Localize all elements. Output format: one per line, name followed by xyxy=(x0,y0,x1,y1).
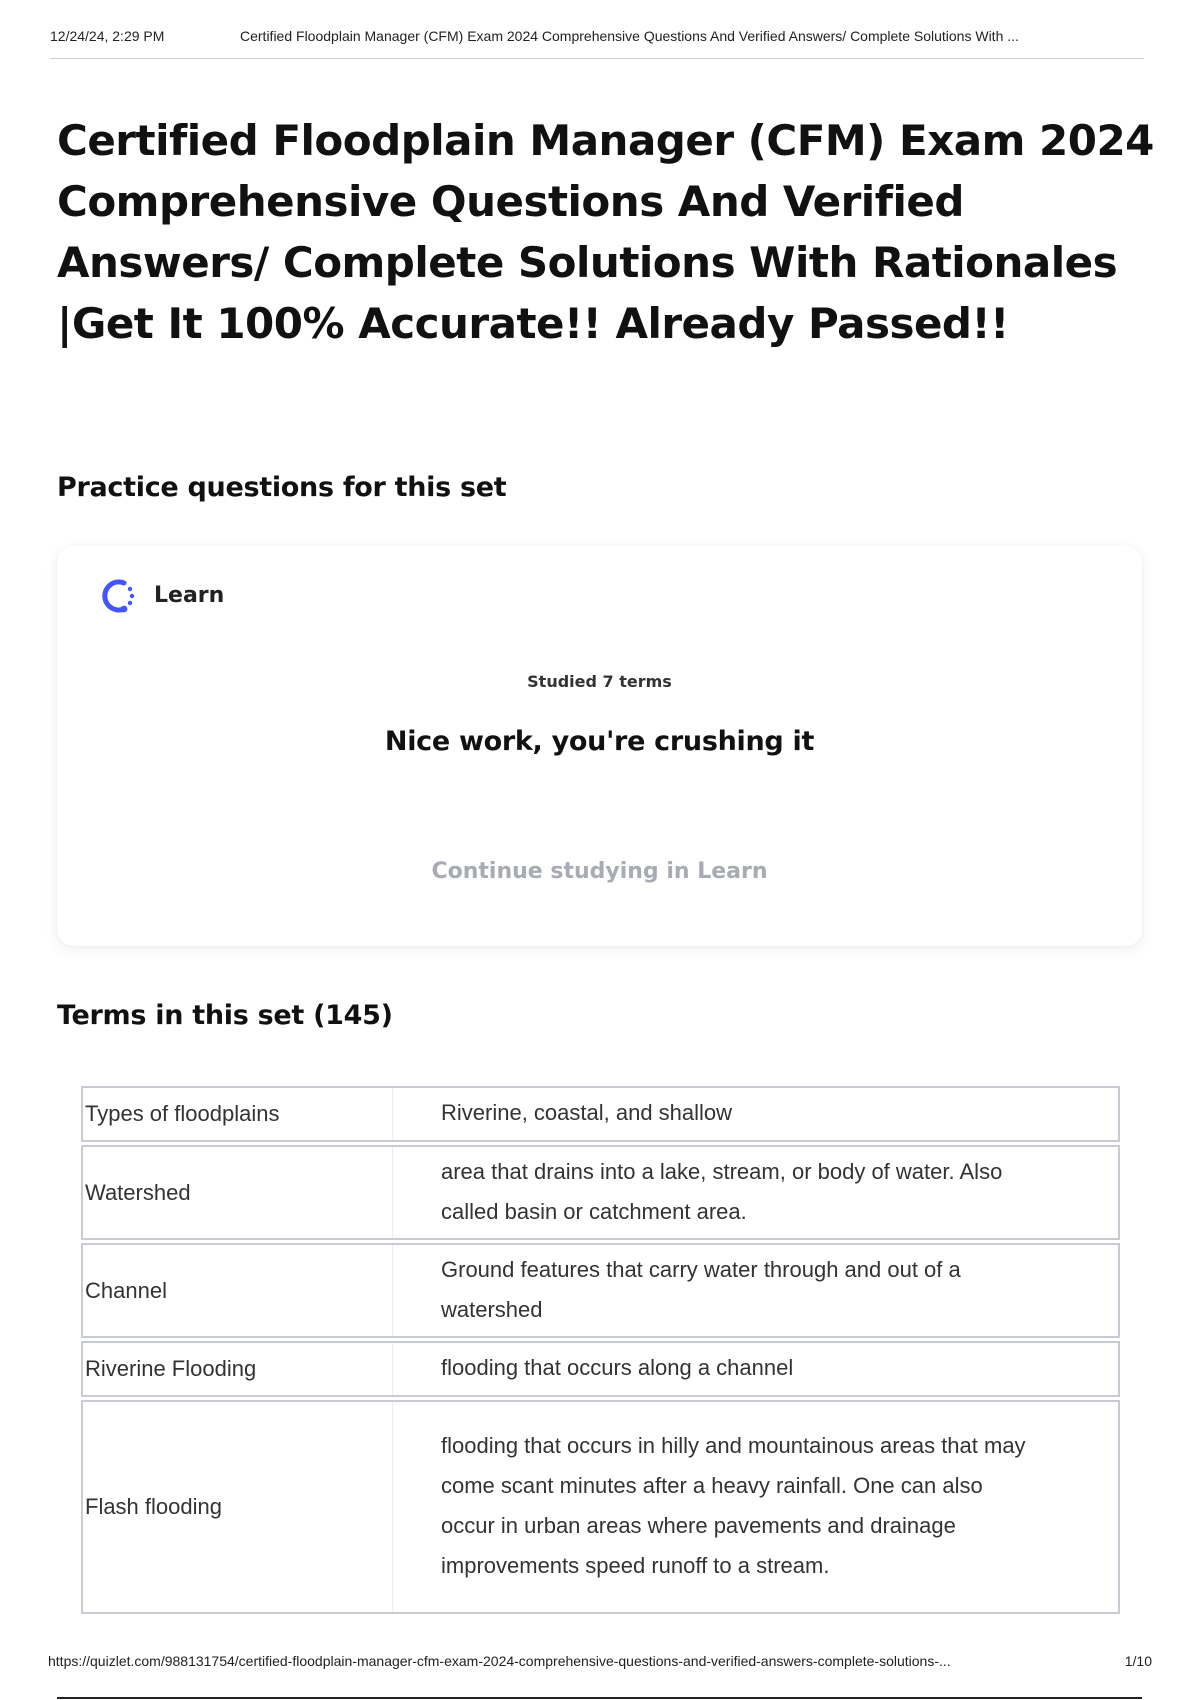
page-url: https://quizlet.com/988131754/certified-floodplain-manager-cfm-exam-2024-comprehensive-questions-and-verified-answers-complete-solutions-... xyxy=(48,1653,951,1669)
table-row xyxy=(81,1086,1120,1142)
print-footer xyxy=(48,1653,1152,1669)
term-cell: Riverine Flooding xyxy=(83,1343,393,1395)
term-cell: Flash flooding xyxy=(83,1402,393,1612)
print-page-title: Certified Floodplain Manager (CFM) Exam 2024 Comprehensive Questions And Verified Answers/ Complete Solutions With ... xyxy=(240,28,1019,44)
terms-heading: Terms in this set (145) xyxy=(57,1000,393,1031)
learn-label: Learn xyxy=(154,583,225,608)
term-cell: Types of floodplains xyxy=(83,1088,393,1140)
definition-cell: flooding that occurs along a channel xyxy=(441,1355,794,1380)
table-row xyxy=(81,1243,1120,1338)
table-row xyxy=(81,1341,1120,1397)
studied-count: Studied 7 terms xyxy=(527,672,672,691)
continue-learn-button[interactable]: Continue studying in Learn xyxy=(431,859,768,884)
learn-progress-icon xyxy=(97,576,137,616)
table-row xyxy=(81,1145,1120,1240)
practice-heading: Practice questions for this set xyxy=(57,472,507,503)
terms-table xyxy=(81,1086,1120,1617)
page-number: 1/10 xyxy=(1124,1653,1152,1669)
print-header xyxy=(50,28,1144,59)
term-cell: Channel xyxy=(83,1245,393,1336)
learn-card xyxy=(57,546,1142,946)
praise-message: Nice work, you're crushing it xyxy=(384,726,815,757)
term-cell: Watershed xyxy=(83,1147,393,1238)
definition-cell: flooding that occurs in hilly and mountainous areas that may come scant minutes after a heavy rainfall. One can also occur in urban areas where pavements and drainage improvements speed runoff to a stream. xyxy=(441,1433,1026,1578)
print-date: 12/24/24, 2:29 PM xyxy=(50,28,165,44)
footer-divider xyxy=(57,1697,1142,1699)
definition-cell: Ground features that carry water through and out of a watershed xyxy=(441,1256,961,1322)
table-row xyxy=(81,1400,1120,1614)
definition-cell: Riverine, coastal, and shallow xyxy=(441,1100,733,1125)
page-title: Certified Floodplain Manager (CFM) Exam 2024 Comprehensive Questions And Verified Answers/ Complete Solutions With Rationales |Get It 100% Accurate!! Already Passed!! xyxy=(57,116,1154,348)
definition-cell: area that drains into a lake, stream, or body of water. Also called basin or catchment area. xyxy=(441,1158,1003,1224)
